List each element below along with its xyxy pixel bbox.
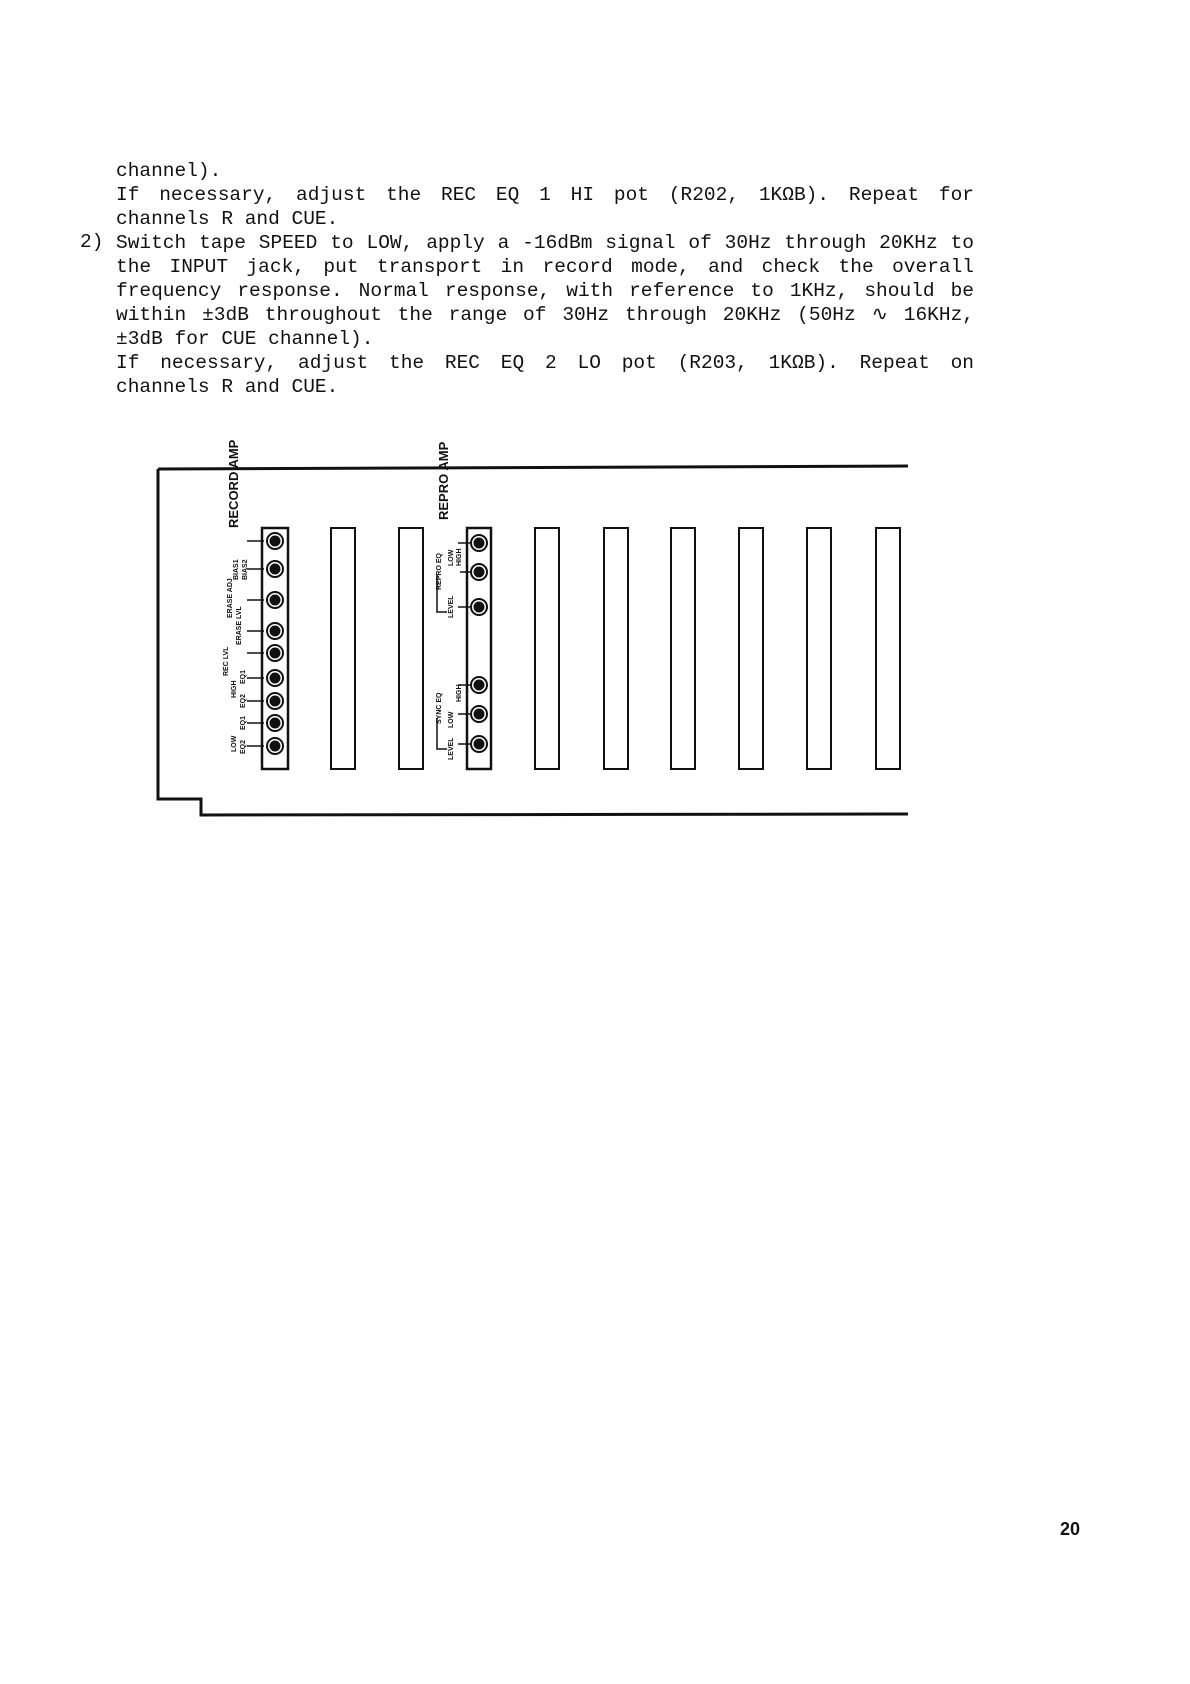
- text-line-10: channels R and CUE.: [116, 376, 339, 398]
- text-line-2: If necessary, adjust the REC EQ 1 HI pot (R202, 1KΩB). Repeat for: [116, 184, 974, 206]
- sync-low-label: LOW: [448, 711, 455, 728]
- repro-eq-label: REPRO EQ: [436, 553, 443, 590]
- board-outline: [158, 466, 908, 815]
- repro-pots: [471, 535, 487, 752]
- page-number: 20: [1060, 1519, 1081, 1539]
- erase-lvl-label: ERASE LVL: [236, 606, 243, 645]
- eq2-lo-label: EQ2: [240, 739, 247, 754]
- repro-amp-card: [436, 441, 491, 769]
- bias2-label: BIAS2: [242, 559, 249, 580]
- eq2-hi-label: EQ2: [240, 693, 247, 708]
- text-line-1: channel).: [116, 160, 222, 182]
- repro-level-label: LEVEL: [448, 595, 455, 618]
- text-line-3: channels R and CUE.: [116, 208, 339, 230]
- text-line-8: ±3dB for CUE channel).: [116, 328, 374, 350]
- record-pots: [267, 533, 283, 754]
- text-line-4: Switch tape SPEED to LOW, apply a -16dBm signal of 30Hz through 20KHz to: [116, 232, 974, 254]
- sync-eq-label: SYNC EQ: [436, 692, 443, 724]
- text-line-6: frequency response. Normal response, with reference to 1KHz, should be: [116, 280, 974, 302]
- erase-adj-label: ERASE ADJ: [227, 578, 234, 618]
- sync-level-label: LEVEL: [448, 737, 455, 760]
- repro-amp-label: REPRO AMP: [436, 441, 451, 520]
- repro-high-label: HIGH: [456, 548, 463, 566]
- text-line-9: If necessary, adjust the REC EQ 2 LO pot (R203, 1KΩB). Repeat on: [116, 352, 974, 374]
- rec-lvl-label: REC LVL: [223, 646, 230, 676]
- item-number: 2): [80, 231, 104, 253]
- eq1-hi-label: EQ1: [240, 669, 247, 684]
- record-amp-card: [223, 439, 288, 769]
- text-line-7: within ±3dB throughout the range of 30Hz through 20KHz (50Hz ∿ 16KHz,: [116, 304, 974, 326]
- sync-high-label: HIGH: [456, 684, 463, 702]
- record-amp-label-line1: RECORD AMP: [226, 439, 241, 528]
- card-slots: [331, 528, 900, 769]
- bias1-label: BIAS1: [233, 559, 240, 580]
- repro-low-label: LOW: [448, 549, 455, 566]
- eq1-lo-label: EQ1: [240, 715, 247, 730]
- eq-low-label: LOW: [231, 735, 238, 752]
- text-line-5: the INPUT jack, put transport in record mode, and check the overall: [116, 256, 974, 278]
- eq-high-label: HIGH: [231, 680, 238, 698]
